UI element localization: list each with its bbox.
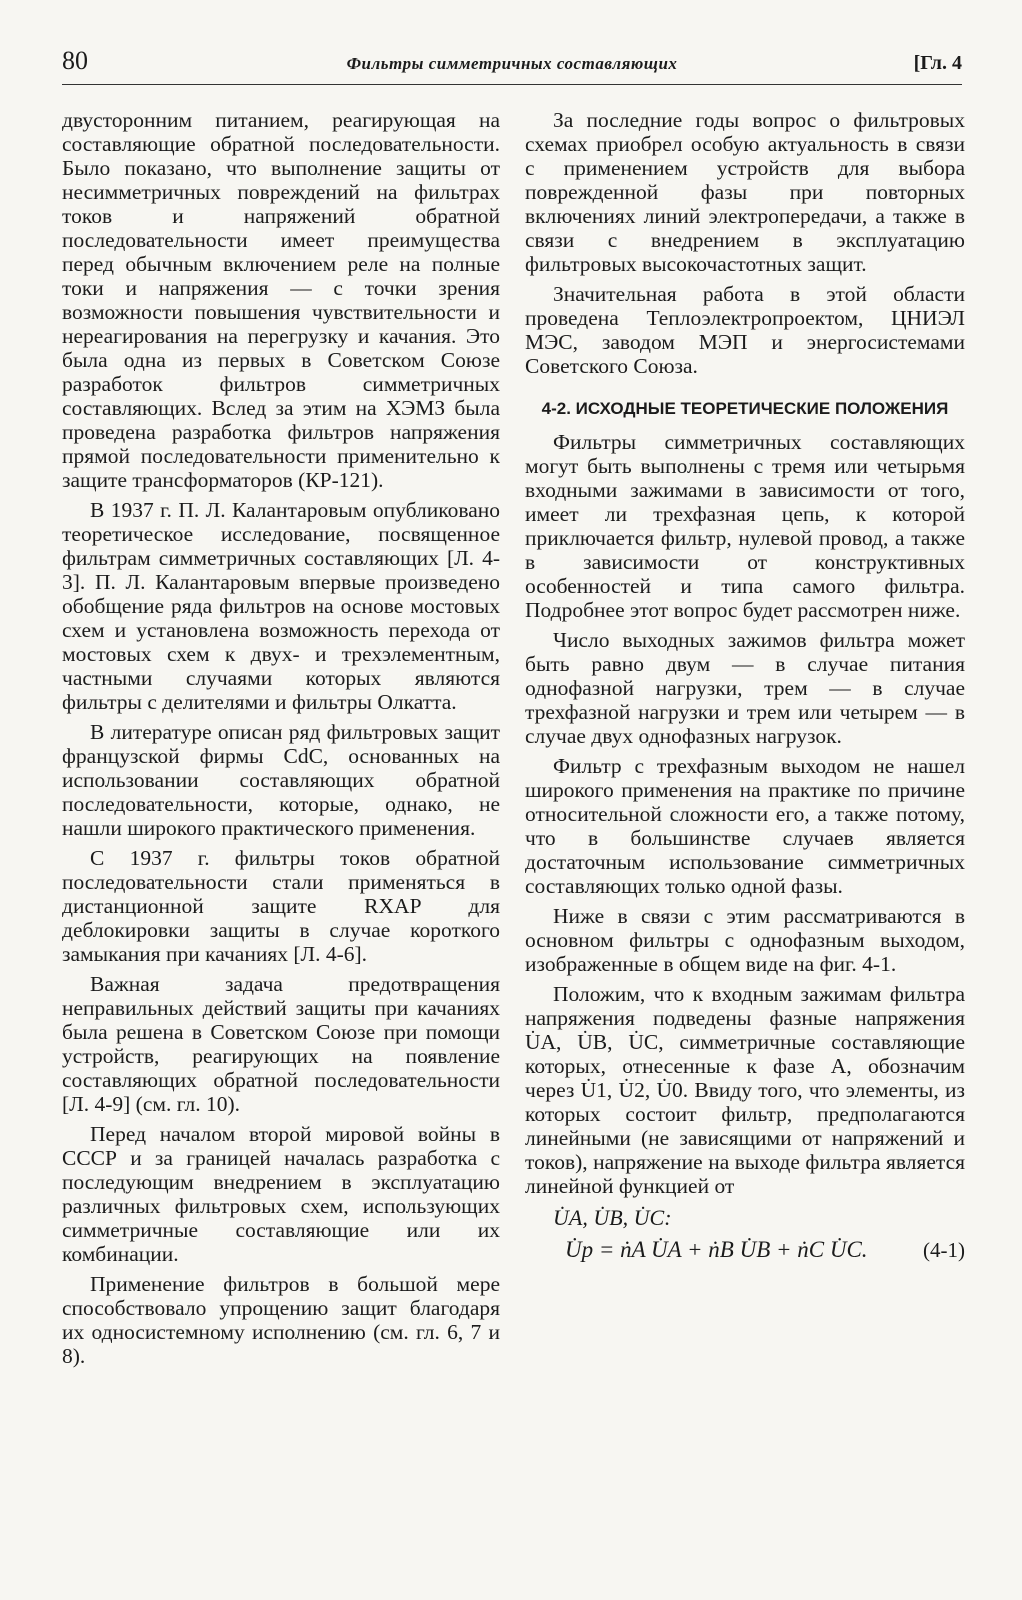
paragraph: В литературе описан ряд фильтровых защит французской фирмы CdC, основанных на использовании составляющих обратной последовательности, которые, однако, не нашли широкого практического применения. <box>62 720 500 840</box>
paragraph: двусторонним питанием, реагирующая на составляющие обратной последовательности. Было показано, что выполнение защиты от несимметричных повреждений на фильтрах токов и напряжений обратной последовательности имеет преимущества перед обычным включением реле на полные токи и напряжения — с точки зрения возможности повышения чувствительности и нереагирования на перегрузку и качания. Это была одна из первых в Советском Союзе разработок фильтров симметричных составляющих. Вслед за этим на ХЭМЗ была проведена разработка фильтров напряжения прямой последовательности применительно к защите трансформаторов (КР-121). <box>62 108 500 492</box>
equation-4-1 <box>565 1238 965 1262</box>
paragraph: Число выходных зажимов фильтра может быть равно двум — в случае питания однофазной нагрузки, трем — в случае трехфазной нагрузки и трем или четырем — в случае двух однофазных нагрузок. <box>525 628 965 748</box>
paragraph: Положим, что к входным зажимам фильтра напряжения подведены фазные напряжения U̇A, U̇B, U̇C, симметричные составляющие которых, отнесенные к фазе A, обозначим через U̇1, U̇2, U̇0. Ввиду того, что элементы, из которых состоит фильтр, предполагаются линейными (не зависящими от напряжений и токов), напряжение на выходе фильтра является линейной функцией от <box>525 982 965 1198</box>
paragraph: Важная задача предотвращения неправильных действий защиты при качаниях была решена в Советском Союзе при помощи устройств, реагирующих на появление составляющих обратной последовательности [Л. 4-9] (см. гл. 10). <box>62 972 500 1116</box>
paragraph: С 1937 г. фильтры токов обратной последовательности стали применяться в дистанционной защите RXAP для деблокировки защиты в случае короткого замыкания при качаниях [Л. 4-6]. <box>62 846 500 966</box>
paragraph: Значительная работа в этой области проведена Теплоэлектропроектом, ЦНИЭЛ МЭС, заводом МЭП и энергосистемами Советского Союза. <box>525 282 965 378</box>
page-number: 80 <box>62 46 88 75</box>
paragraph: В 1937 г. П. Л. Калантаровым опубликовано теоретическое исследование, посвященное фильтрам симметричных составляющих [Л. 4-3]. П. Л. Калантаровым впервые произведено обобщение ряда фильтров на основе мостовых схем и установлена возможность перехода от мостовых схем к двух- и трехэлементным, частными случаями которых являются фильтры с делителями и фильтры Олкатта. <box>62 498 500 714</box>
paragraph: Фильтр с трехфазным выходом не нашел широкого применения на практике по причине относительной сложности его, а также потому, что в большинстве случаев является достаточным использование симметричных составляющих только одной фазы. <box>525 754 965 898</box>
right-column <box>525 108 965 1262</box>
paragraph: Ниже в связи с этим рассматриваются в основном фильтры с однофазным выходом, изображенные в общем виде на фиг. 4-1. <box>525 904 965 976</box>
paragraph: За последние годы вопрос о фильтровых схемах приобрел особую актуальность в связи с применением устройств для выбора поврежденной фазы при повторных включениях линий электропередачи, а также в связи с внедрением в эксплуатацию фильтровых высокочастотных защит. <box>525 108 965 276</box>
variable-list: U̇A, U̇B, U̇C: <box>553 1205 672 1230</box>
paragraph: Фильтры симметричных составляющих могут быть выполнены с тремя или четырьмя входными зажимами в зависимости от того, имеет ли трехфазная цепь, к которой приключается фильтр, нулевой провод, а также в зависимости от конструктивных особенностей и типа самого фильтра. Подробнее этот вопрос будет рассмотрен ниже. <box>525 430 965 622</box>
section-heading: 4-2. ИСХОДНЫЕ ТЕОРЕТИЧЕСКИЕ ПОЛОЖЕНИЯ <box>541 399 949 418</box>
chapter-marker: [Гл. 4 <box>913 52 962 74</box>
paragraph: Применение фильтров в большой мере способствовало упрощению защит благодаря их односистемному исполнению (см. гл. 6, 7 и 8). <box>62 1272 500 1368</box>
paragraph: Перед началом второй мировой войны в СССР и за границей началась разработка с последующим внедрением в эксплуатацию различных фильтровых схем, использующих симметричные составляющие или их комбинации. <box>62 1122 500 1266</box>
running-header <box>62 44 962 85</box>
left-column <box>62 108 500 1374</box>
equation-number: (4-1) <box>923 1238 965 1262</box>
equation-body: U̇p = ṅA U̇A + ṅB U̇B + ṅC U̇C. <box>565 1237 868 1262</box>
running-title: Фильтры симметричных составляющих <box>346 54 678 73</box>
